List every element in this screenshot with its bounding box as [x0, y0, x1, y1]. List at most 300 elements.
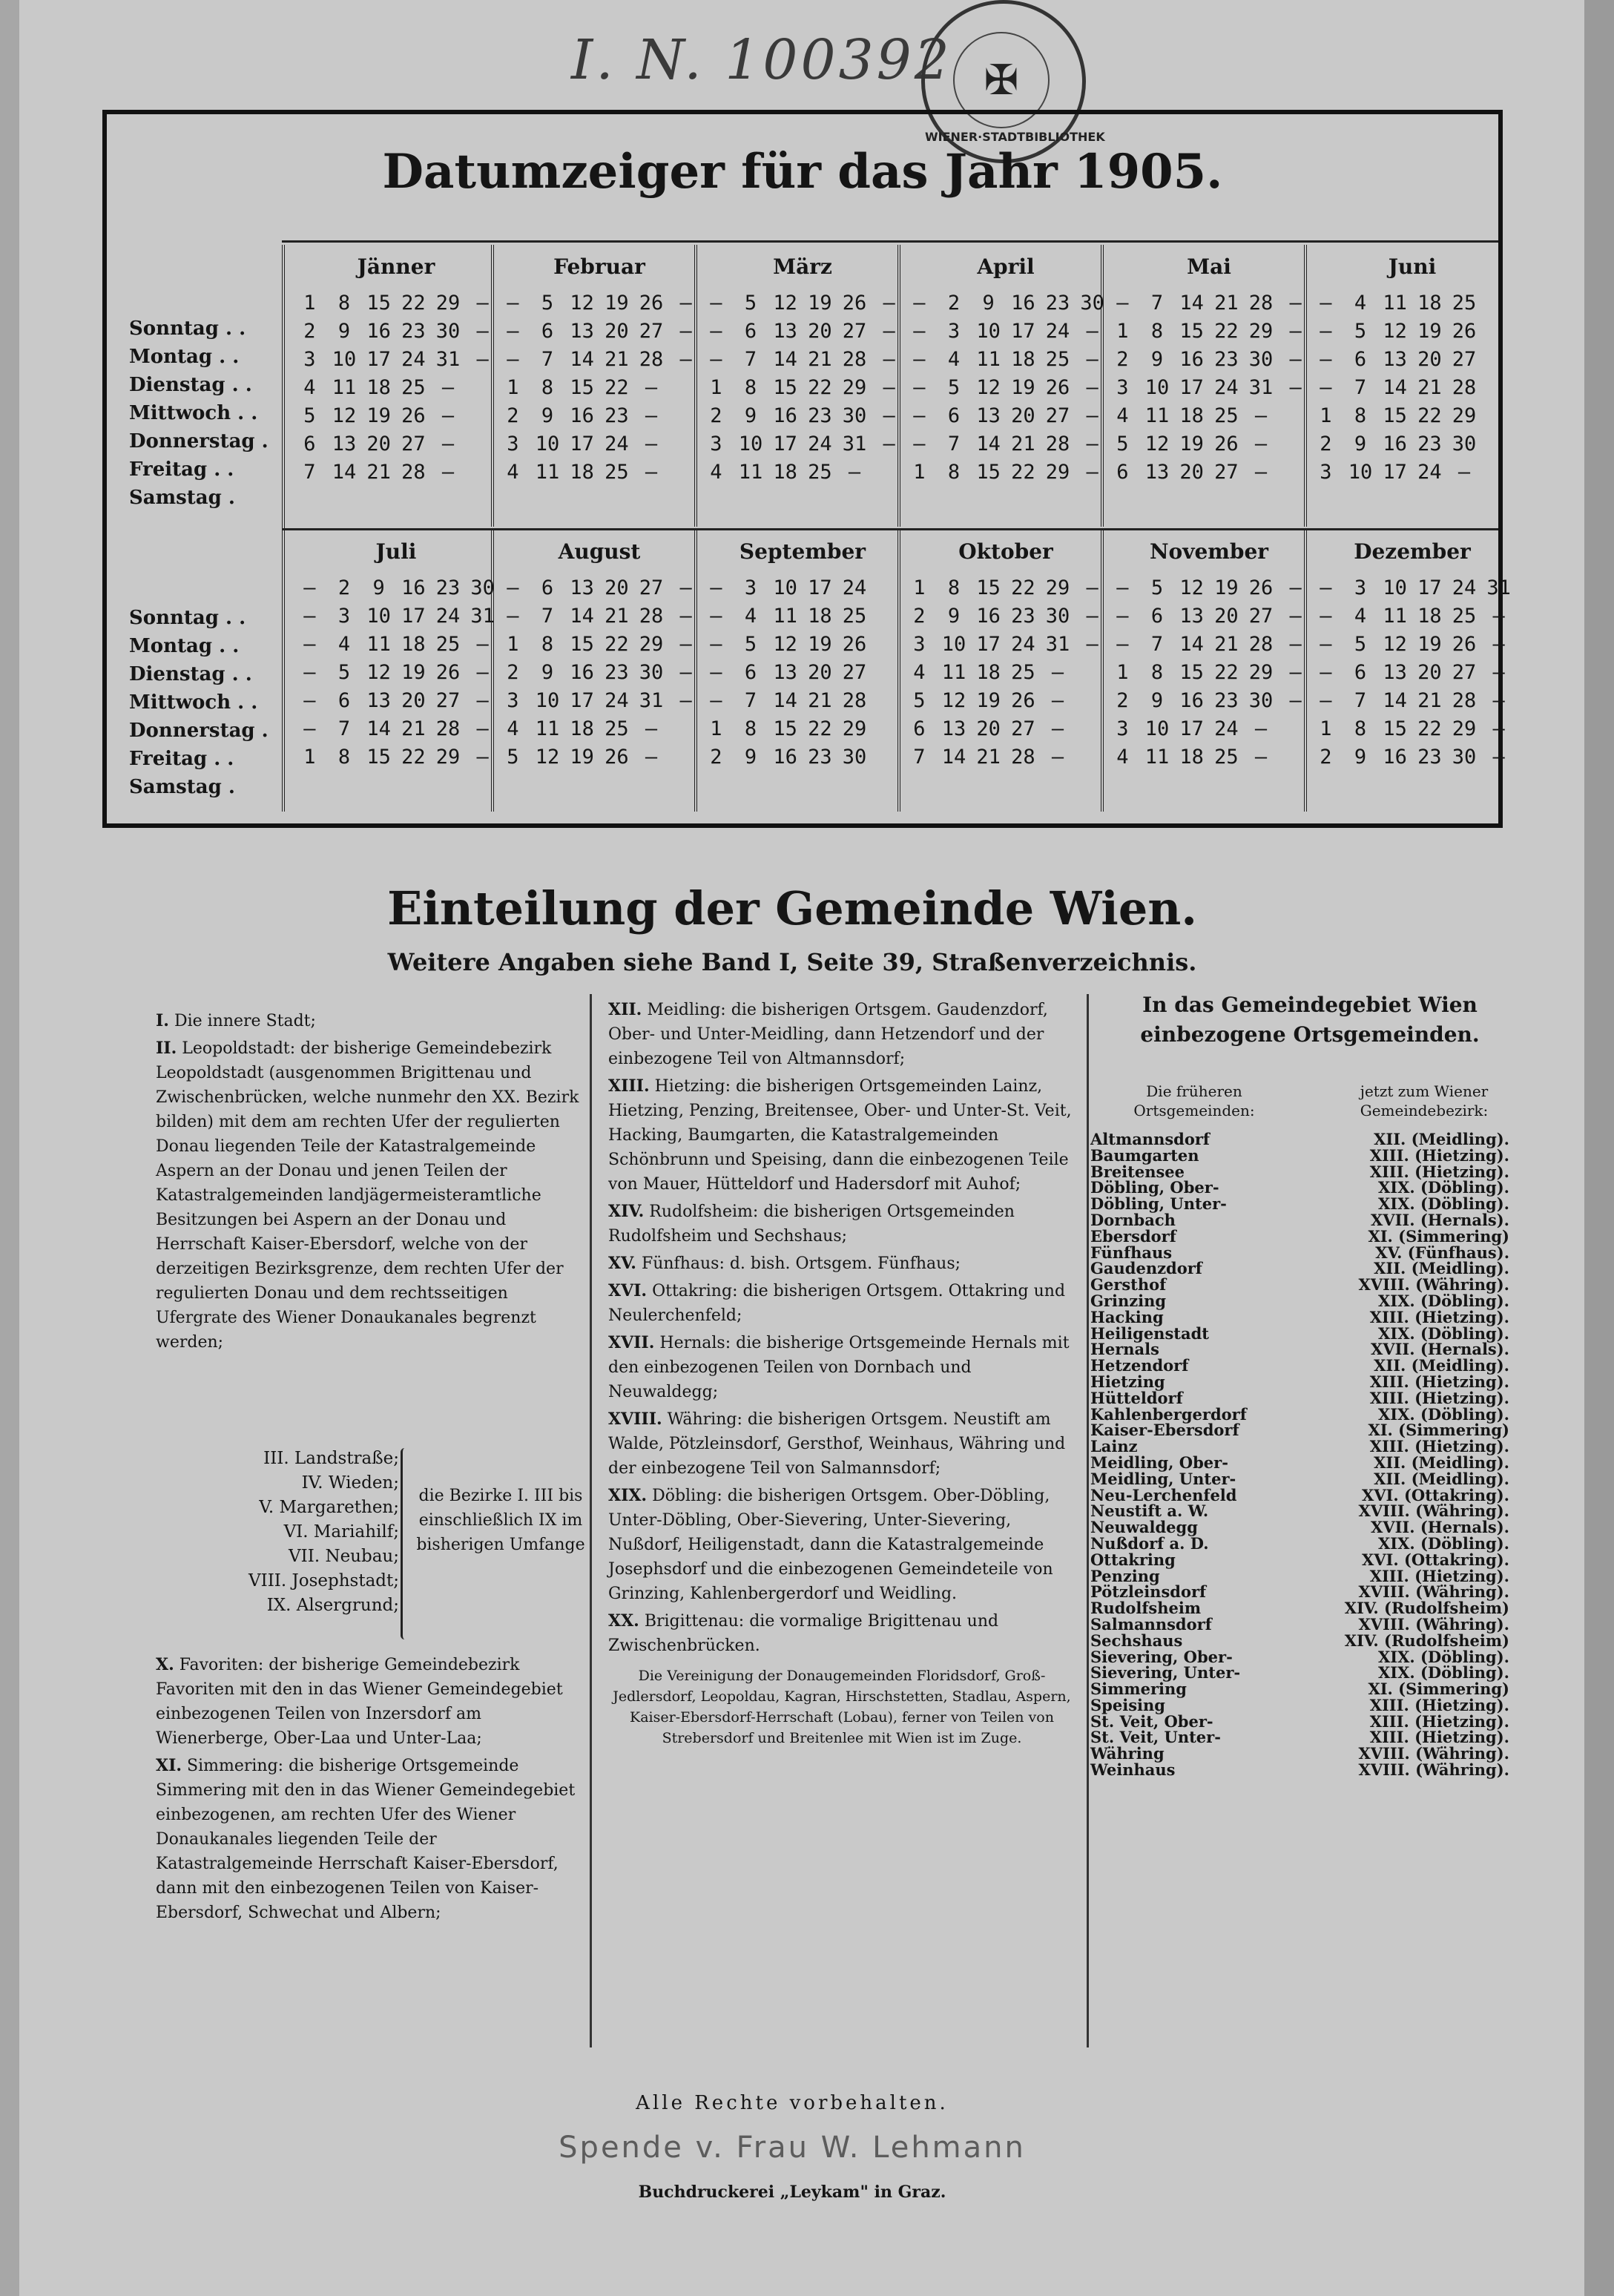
day-cell: 24	[605, 689, 629, 712]
month-name: Juli	[375, 539, 417, 564]
district-assignment: XIV. (Rudolfsheim)	[1344, 1599, 1509, 1618]
day-cell: 14	[570, 348, 594, 371]
day-cell: —	[1289, 376, 1302, 399]
day-cell: 14	[1383, 689, 1407, 712]
day-cell	[668, 402, 703, 430]
day-cell: 22	[605, 633, 629, 656]
day-cell: 17	[1179, 717, 1204, 740]
day-cell: 22	[605, 376, 629, 399]
day-cell: 20	[1011, 404, 1035, 427]
day-cell: —	[710, 576, 722, 599]
day-cell: 17	[1417, 576, 1442, 599]
district-entry	[608, 1609, 1076, 1658]
month-name: Jänner	[357, 254, 435, 279]
day-cell: 8	[337, 746, 351, 769]
day-cell: —	[1086, 320, 1098, 343]
district-assignment: XII. (Meidling).	[1374, 1259, 1509, 1278]
day-cell: —	[476, 717, 489, 740]
day-cell: 28	[1248, 292, 1274, 315]
day-cell: 13	[1383, 348, 1407, 371]
day-cell: —	[710, 320, 722, 343]
day-cell: 4	[1116, 746, 1129, 769]
month-name: Mai	[1187, 254, 1231, 279]
day-cell: 27	[842, 320, 867, 343]
day-cell: 14	[1383, 376, 1407, 399]
day-cell: 11	[773, 605, 797, 628]
day-cell: 19	[570, 746, 594, 769]
district-assignment: XIX. (Döbling).	[1377, 1647, 1509, 1666]
day-cell: 5	[913, 689, 926, 712]
day-cell: 10	[366, 605, 391, 628]
day-cell: 28	[639, 348, 664, 371]
day-cell: 29	[1045, 461, 1070, 484]
month-name: November	[1149, 539, 1269, 564]
day-cell: 4	[913, 661, 926, 684]
day-cell: 15	[976, 461, 1001, 484]
municipality-name: Rudolfsheim	[1090, 1599, 1202, 1618]
day-cell: 26	[1214, 432, 1239, 455]
day-cell: —	[303, 576, 316, 599]
day-cell	[1278, 458, 1313, 487]
municipality-name: Grinzing	[1090, 1291, 1167, 1310]
day-cell: —	[507, 605, 519, 628]
day-cell: 8	[744, 376, 757, 399]
day-cell	[872, 458, 906, 487]
day-cell: 16	[976, 605, 1001, 628]
day-cell: 19	[605, 292, 629, 315]
day-cell: —	[1051, 717, 1064, 740]
district-entry: VIII. Josephstadt;	[248, 1571, 399, 1591]
day-cell: —	[1086, 633, 1098, 656]
day-cell: —	[710, 605, 722, 628]
district-number: XIII.	[608, 1076, 650, 1096]
municipality-name: Speising	[1090, 1695, 1165, 1714]
weekday-label: Freitag . .	[129, 748, 234, 770]
day-cell: 17	[1383, 461, 1407, 484]
column-divider	[590, 994, 592, 2047]
day-cell: —	[476, 320, 489, 343]
day-cell: 8	[541, 376, 554, 399]
day-cell: 16	[570, 661, 594, 684]
day-cell: 21	[366, 461, 391, 484]
day-cell: 30	[435, 320, 461, 343]
municipality-name: Hacking	[1090, 1307, 1164, 1326]
day-cell: 17	[570, 689, 594, 712]
day-cell: 19	[1179, 432, 1204, 455]
day-cell: —	[1320, 376, 1332, 399]
day-cell: 7	[337, 717, 351, 740]
day-cell: 8	[1150, 661, 1164, 684]
districts-left-top	[156, 1009, 582, 1358]
left-shadow	[0, 0, 19, 2296]
day-cell: —	[1492, 689, 1505, 712]
municipality-name: Weinhaus	[1090, 1760, 1176, 1780]
month-separator	[1304, 530, 1307, 812]
day-cell: —	[1320, 576, 1332, 599]
day-cell: —	[1289, 320, 1302, 343]
day-cell: 27	[1452, 348, 1477, 371]
page-edge	[1584, 0, 1614, 2296]
day-cell: —	[303, 633, 316, 656]
day-cell: 13	[1144, 461, 1170, 484]
month-block	[1105, 245, 1313, 487]
day-cell: 22	[1011, 461, 1035, 484]
day-cell: 29	[1248, 320, 1274, 343]
day-cell: 24	[842, 576, 867, 599]
day-cell: 19	[1417, 633, 1442, 656]
day-cell: 16	[570, 404, 594, 427]
day-cell: 30	[1248, 689, 1274, 712]
day-cell: 14	[1179, 633, 1204, 656]
month-name: Februar	[553, 254, 645, 279]
district-assignment: XIII. (Hietzing).	[1369, 1162, 1509, 1181]
day-cell: 10	[1144, 717, 1170, 740]
day-cell: 10	[738, 432, 763, 455]
day-cell: —	[679, 661, 692, 684]
day-cell: 20	[1179, 461, 1204, 484]
day-cell: 6	[1354, 348, 1367, 371]
printer-note: Buchdruckerei „Leykam" in Graz.	[638, 2182, 946, 2202]
day-cell: 6	[541, 320, 554, 343]
municipality-name: Penzing	[1090, 1566, 1160, 1585]
district-text: Simmering: die bisherige Ortsgemeinde Simmering mit den in das Wiener Gemeindegebiet einbezogenen, am rechten Ufer des Wiener Donaukanales liegenden Teile der Katastralgemeinde Herrschaft Kaiser-Ebersdorf, dann mit den einbezogenen Teilen von Kaiser-Ebersdorf, Schwechat und Albern;	[156, 1757, 576, 1922]
day-cell: 13	[773, 320, 797, 343]
district-assignment: XIX. (Döbling).	[1377, 1178, 1509, 1197]
day-cell: 23	[605, 661, 629, 684]
district-assignment: XIII. (Hietzing).	[1369, 1728, 1509, 1747]
day-cell: 13	[773, 661, 797, 684]
day-cell: 15	[773, 717, 797, 740]
district-assignment: XVIII. (Währing).	[1358, 1760, 1509, 1780]
brace-note: die Bezirke I. III bis einschließlich IX im bisherigen Umfange	[416, 1487, 585, 1554]
day-cell: 7	[913, 746, 926, 769]
district-number: XIV.	[608, 1202, 645, 1221]
day-cell: 5	[1116, 432, 1129, 455]
day-cell: —	[645, 376, 658, 399]
day-cell: —	[303, 689, 316, 712]
day-cell: 18	[401, 633, 426, 656]
incorporated-title: In das Gemeindegebiet Wien einbezogene Ortsgemeinden.	[1140, 993, 1480, 1047]
day-cell: —	[1492, 661, 1505, 684]
month-block	[1105, 530, 1313, 772]
month-days	[699, 574, 906, 772]
district-entry: V. Margarethen;	[259, 1498, 399, 1517]
day-cell: 8	[744, 717, 757, 740]
day-cell: 26	[842, 633, 867, 656]
day-cell: 30	[1045, 605, 1070, 628]
district-entry	[156, 1754, 582, 1925]
day-cell: —	[476, 746, 489, 769]
district-entry	[608, 1200, 1076, 1249]
day-cell: 4	[507, 717, 519, 740]
day-cell: 17	[808, 576, 832, 599]
month-separator	[491, 245, 494, 527]
day-cell: 27	[1045, 404, 1070, 427]
day-cell: —	[679, 320, 692, 343]
day-cell: 13	[366, 689, 391, 712]
district-entry	[608, 1251, 1076, 1276]
day-cell: 18	[1179, 746, 1204, 769]
weekday-label: Dienstag . .	[129, 374, 252, 396]
day-cell	[1075, 687, 1110, 715]
day-cell: 8	[1354, 717, 1367, 740]
day-cell: 3	[1320, 461, 1332, 484]
district-assignment: XIII. (Hietzing).	[1369, 1372, 1509, 1391]
district-entry	[156, 1653, 582, 1751]
day-cell: 16	[1179, 689, 1204, 712]
day-cell: —	[883, 432, 895, 455]
day-cell	[465, 374, 500, 402]
day-cell: 8	[947, 576, 961, 599]
district-assignment: XIX. (Döbling).	[1377, 1291, 1509, 1310]
current-district-list	[1335, 1131, 1509, 1778]
day-cell: 30	[639, 661, 664, 684]
day-cell: 13	[976, 404, 1001, 427]
day-cell: 4	[303, 376, 316, 399]
day-cell: 2	[507, 404, 519, 427]
day-cell: 2	[1320, 746, 1332, 769]
day-cell: —	[883, 292, 895, 315]
day-cell: 15	[773, 376, 797, 399]
day-cell: 2	[710, 404, 722, 427]
day-cell: 1	[913, 461, 926, 484]
month-block	[495, 530, 703, 772]
district-assignment: XVII. (Hernals).	[1371, 1210, 1509, 1229]
day-cell: 11	[1144, 404, 1170, 427]
day-cell: 23	[1417, 746, 1442, 769]
day-cell: 15	[976, 576, 1001, 599]
day-cell: —	[1086, 376, 1098, 399]
municipality-name: Hietzing	[1090, 1372, 1165, 1391]
day-cell	[1278, 402, 1313, 430]
day-cell: 16	[401, 576, 426, 599]
district-assignment: XIX. (Döbling).	[1377, 1323, 1509, 1343]
day-cell: 23	[1011, 605, 1035, 628]
day-cell: 9	[541, 661, 554, 684]
donation-stamp: Spende v. Frau W. Lehmann	[559, 2131, 1026, 2165]
day-cell: 5	[1354, 633, 1367, 656]
day-cell: 14	[976, 432, 1001, 455]
day-cell: 29	[639, 633, 664, 656]
day-cell: 21	[808, 348, 832, 371]
day-cell	[872, 687, 906, 715]
month-days	[902, 289, 1110, 487]
day-cell: 20	[808, 320, 832, 343]
day-cell: 30	[1452, 432, 1477, 455]
day-cell: 22	[401, 292, 426, 315]
district-text: Leopoldstadt: der bisherige Gemeindebezirk Leopoldstadt (ausgenommen Brigittenau und Zwischenbrücken, welche nunmehr den XX. Bezirk bilden) mit dem am rechten Ufer der regulierten Donau liegenden Teile der Katastralgemeinde Aspern an der Donau und jenen Teilen der Katastralgemeinden landjägermeisteramtliche Besitzungen bei Aspern an der Donau und Herrschaft Kaiser-Ebersdorf, welche von der derzeitigen Bezirksgrenze, dem rechten Ufer der regulierten Donau und dem rechtsseitigen Ufergrate des Wiener Donaukanales begrenzt werden;	[156, 1039, 579, 1352]
day-cell: 7	[1150, 292, 1164, 315]
month-block	[292, 245, 500, 487]
municipality-name: Meidling, Unter-	[1090, 1469, 1236, 1488]
day-cell: 18	[976, 661, 1001, 684]
day-cell: —	[1289, 576, 1302, 599]
day-cell: 26	[1045, 376, 1070, 399]
day-cell: 3	[947, 320, 961, 343]
day-cell: 5	[1150, 576, 1164, 599]
day-cell: 28	[842, 348, 867, 371]
district-number: XVIII.	[608, 1409, 662, 1429]
districts-left-bottom	[156, 1653, 582, 1928]
day-cell: 30	[1080, 292, 1104, 315]
day-cell: 14	[366, 717, 391, 740]
district-entry: VII. Neubau;	[289, 1547, 399, 1566]
day-cell: 21	[605, 605, 629, 628]
day-cell: 29	[842, 376, 867, 399]
rights-note: Alle Rechte vorbehalten.	[636, 2092, 949, 2114]
day-cell: 3	[1116, 717, 1129, 740]
day-cell: —	[679, 348, 692, 371]
day-cell: —	[679, 292, 692, 315]
day-cell: 5	[744, 633, 757, 656]
day-cell: 11	[535, 717, 560, 740]
weekday-label: Dienstag . .	[129, 663, 252, 685]
day-cell: —	[1116, 576, 1129, 599]
municipality-name: Sievering, Ober-	[1090, 1647, 1233, 1666]
day-cell: —	[645, 404, 658, 427]
district-entry	[608, 1074, 1076, 1197]
day-cell: 16	[773, 404, 797, 427]
day-cell: 24	[1214, 717, 1239, 740]
stamp-text: WIENER·STADTBIBLIOTHEK	[925, 130, 1105, 144]
day-cell: —	[848, 461, 861, 484]
day-cell: 20	[1417, 348, 1442, 371]
day-cell: 17	[773, 432, 797, 455]
day-cell: 6	[744, 661, 757, 684]
day-cell: —	[1116, 605, 1129, 628]
day-cell: 7	[1354, 376, 1367, 399]
day-cell: —	[645, 746, 658, 769]
day-cell: 12	[1383, 320, 1407, 343]
district-assignment: XII. (Meidling).	[1374, 1130, 1509, 1148]
day-cell: 11	[1383, 605, 1407, 628]
municipality-name: Neu-Lerchenfeld	[1090, 1485, 1237, 1504]
day-cell: —	[710, 292, 722, 315]
day-cell: —	[710, 348, 722, 371]
district-text: Favoriten: der bisherige Gemeindebezirk Favoriten mit den in das Wiener Gemeindegebiet einbezogenen Teilen von Inzersdorf am Wienerberge, Ober-Laa und Unter-Laa;	[156, 1656, 563, 1748]
day-cell: 11	[366, 633, 391, 656]
day-cell	[1075, 743, 1110, 772]
day-cell: 15	[570, 633, 594, 656]
day-cell: 22	[1417, 404, 1442, 427]
current-district-header: jetzt zum Wiener Gemeindebezirk:	[1360, 1082, 1489, 1119]
day-cell: 26	[1452, 633, 1477, 656]
district-number: XV.	[608, 1254, 636, 1273]
day-cell: 16	[1179, 348, 1204, 371]
month-name: September	[739, 539, 866, 564]
month-days	[292, 289, 500, 487]
day-cell: 23	[605, 404, 629, 427]
day-cell: —	[1320, 661, 1332, 684]
day-cell	[1075, 659, 1110, 687]
day-cell	[1481, 458, 1516, 487]
day-cell: 4	[947, 348, 961, 371]
day-cell: 12	[570, 292, 594, 315]
day-cell: 4	[1354, 292, 1367, 315]
day-cell	[1075, 715, 1110, 743]
day-cell: 5	[337, 661, 351, 684]
weekday-label: Mittwoch . .	[129, 691, 258, 714]
district-number: XVII.	[608, 1333, 655, 1352]
day-cell: 1	[1320, 404, 1332, 427]
day-cell: —	[1086, 605, 1098, 628]
day-cell: 20	[976, 717, 1001, 740]
district-assignment: XIII. (Hietzing).	[1369, 1307, 1509, 1326]
day-cell: 27	[842, 661, 867, 684]
day-cell: —	[1289, 689, 1302, 712]
day-cell: 13	[1179, 605, 1204, 628]
day-cell: 11	[941, 661, 966, 684]
month-name: August	[558, 539, 641, 564]
day-cell: 14	[570, 605, 594, 628]
day-cell: 25	[1452, 605, 1477, 628]
day-cell: 4	[337, 633, 351, 656]
division-subtitle: Weitere Angaben siehe Band I, Seite 39, Straßenverzeichnis.	[387, 948, 1197, 976]
column-divider	[1087, 994, 1089, 2047]
district-entry: VI. Mariahilf;	[283, 1522, 399, 1542]
district-text: Döbling: die bisherigen Ortsgem. Ober-Döbling, Unter-Döbling, Ober-Sievering, Unter-Sievering, Nußdorf, Heiligenstadt, dann die Katastralgemeinde Josephsdorf und die einbezogenen Gemeindeteile von Grinzing, Kahlenbergerdorf und Weidling.	[608, 1487, 1053, 1603]
day-cell: 12	[1144, 432, 1170, 455]
day-cell: 8	[541, 633, 554, 656]
district-assignment: XVII. (Hernals).	[1371, 1518, 1509, 1537]
district-number: XVI.	[608, 1281, 648, 1300]
day-cell: 16	[1011, 292, 1035, 315]
month-days	[495, 289, 703, 487]
day-cell: 28	[842, 689, 867, 712]
district-assignment: XIV. (Rudolfsheim)	[1344, 1631, 1509, 1650]
day-cell: 20	[401, 689, 426, 712]
day-cell: 26	[842, 292, 867, 315]
day-cell: 18	[1417, 605, 1442, 628]
month-days	[1105, 289, 1313, 487]
day-cell	[1481, 430, 1516, 458]
day-cell: 6	[541, 576, 554, 599]
day-cell: 25	[1045, 348, 1070, 371]
day-cell: 25	[1011, 661, 1035, 684]
month-days	[1308, 289, 1516, 487]
day-cell: 27	[1214, 461, 1239, 484]
day-cell	[1481, 318, 1516, 346]
district-assignment: XVIII. (Währing).	[1358, 1275, 1509, 1295]
day-cell: 26	[1452, 320, 1477, 343]
day-cell: 22	[1011, 576, 1035, 599]
day-cell: 5	[507, 746, 519, 769]
day-cell: 12	[773, 633, 797, 656]
day-cell	[668, 374, 703, 402]
municipality-name: St. Veit, Ober-	[1090, 1711, 1213, 1731]
day-cell: 26	[605, 746, 629, 769]
day-cell: 28	[1452, 376, 1477, 399]
day-cell: 10	[535, 432, 560, 455]
weekday-label: Montag . .	[129, 635, 240, 657]
district-number: XII.	[608, 1000, 642, 1019]
day-cell	[872, 574, 906, 602]
day-cell: 25	[842, 605, 867, 628]
day-cell	[465, 458, 500, 487]
month-separator	[1101, 245, 1104, 527]
day-cell: 26	[401, 404, 426, 427]
day-cell: —	[883, 348, 895, 371]
day-cell: 22	[1214, 320, 1239, 343]
districts-brace-list	[154, 1447, 399, 1618]
day-cell: 5	[303, 404, 316, 427]
day-cell: —	[507, 292, 519, 315]
day-cell: 15	[1383, 404, 1407, 427]
month-block	[699, 245, 906, 487]
day-cell: —	[1492, 746, 1505, 769]
day-cell: —	[679, 689, 692, 712]
weekday-label: Montag . .	[129, 346, 240, 368]
